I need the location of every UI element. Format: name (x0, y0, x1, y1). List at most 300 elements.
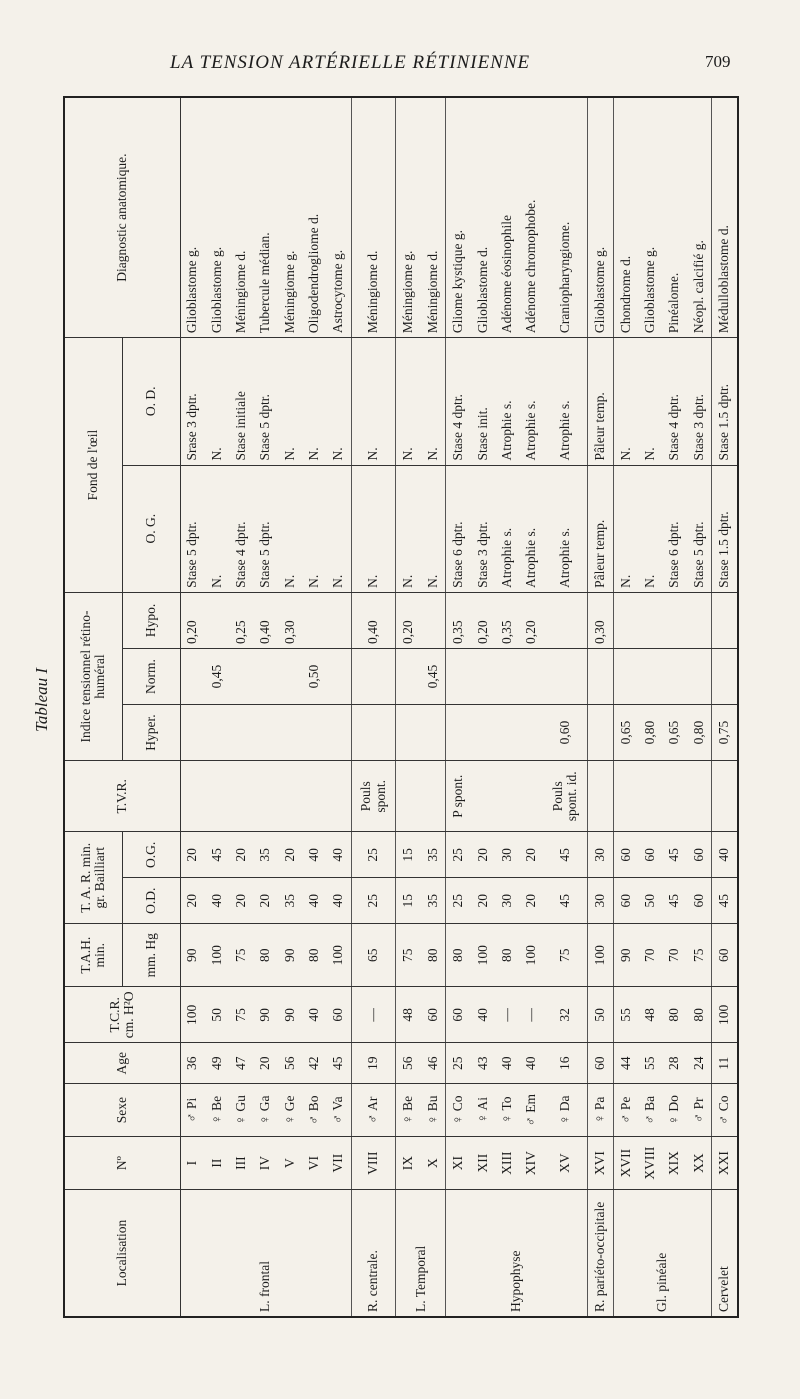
table-cell: 15 (396, 832, 421, 878)
header-age: Age (64, 1043, 180, 1084)
table-cell (205, 592, 229, 648)
header-sexe: Sexe (64, 1084, 180, 1137)
table-cell (326, 705, 351, 761)
table-cell (471, 761, 495, 832)
table-row (302, 97, 326, 1317)
table-cell: Stase init. (471, 338, 495, 465)
table-cell: 100 (471, 924, 495, 987)
table-cell: 45 (662, 832, 686, 878)
table-cell: 0,25 (229, 592, 253, 648)
table-row (278, 97, 302, 1317)
table-cell (638, 761, 662, 832)
table-cell: II (205, 1137, 229, 1190)
table-cell: 60 (446, 987, 471, 1043)
table-row (495, 97, 519, 1317)
table-cell: N. (205, 465, 229, 592)
table-row (613, 97, 638, 1317)
table-cell: 20 (254, 1043, 278, 1084)
table-cell: III (229, 1137, 253, 1190)
table-cell: ♀ Ge (278, 1084, 302, 1137)
table-cell: Stase 5 dptr. (254, 465, 278, 592)
table-cell: 25 (351, 878, 396, 924)
table-cell: 75 (687, 924, 712, 987)
table-cell: 48 (396, 987, 421, 1043)
header-tar-od: O.D. (122, 878, 180, 924)
table-cell (278, 705, 302, 761)
table-cell: 90 (278, 924, 302, 987)
table-cell (326, 761, 351, 832)
table-cell: 0,80 (638, 705, 662, 761)
table-cell: 40 (712, 832, 738, 878)
table-row (446, 97, 471, 1317)
table-cell: ♂ Bo (302, 1084, 326, 1137)
table-cell: ♀ Bu (421, 1084, 446, 1137)
table-cell (687, 649, 712, 705)
table-cell: 20 (278, 832, 302, 878)
table-cell: Pâleur temp. (588, 338, 614, 465)
table-cell: 65 (351, 924, 396, 987)
table-cell: Stase 3 dptr. (471, 465, 495, 592)
table-cell: XVI (588, 1137, 614, 1190)
table-cell: Atrophie s. (519, 338, 543, 465)
table-cell: 90 (254, 987, 278, 1043)
table-cell: ♀ Do (662, 1084, 686, 1137)
table-cell: 0,40 (351, 592, 396, 648)
page-number: 709 (705, 52, 731, 71)
table-cell (662, 649, 686, 705)
table-cell: 45 (544, 878, 588, 924)
table-cell: ♀ Ga (254, 1084, 278, 1137)
table-cell: 50 (205, 987, 229, 1043)
table-cell: 25 (446, 1043, 471, 1084)
table-cell: VII (326, 1137, 351, 1190)
table-cell: 56 (278, 1043, 302, 1084)
table-cell: Pouls spont. id. (544, 761, 588, 832)
table-cell (421, 592, 446, 648)
table-cell: Stase 1.5 dptr. (712, 338, 738, 465)
table-cell: 45 (205, 832, 229, 878)
table-cell: 100 (519, 924, 543, 987)
table-cell: 100 (588, 924, 614, 987)
table-cell: Pouls spont. (351, 761, 396, 832)
table-cell: 40 (326, 832, 351, 878)
table-cell: 40 (302, 832, 326, 878)
table-cell (278, 649, 302, 705)
table-cell: ♀ To (495, 1084, 519, 1137)
table-cell (662, 761, 686, 832)
table-cell: 60 (421, 987, 446, 1043)
table-cell: 40 (519, 1043, 543, 1084)
table-cell: 80 (687, 987, 712, 1043)
header-hyper: Hyper. (122, 705, 180, 761)
table-cell: 47 (229, 1043, 253, 1084)
table-cell (396, 649, 421, 705)
table-cell: N. (205, 338, 229, 465)
table-cell (446, 649, 471, 705)
table-cell (519, 761, 543, 832)
running-title: LA TENSION ARTÉRIELLE RÉTINIENNE (170, 52, 531, 73)
table-cell: 100 (205, 924, 229, 987)
table-cell: ♂ Va (326, 1084, 351, 1137)
table-row (326, 97, 351, 1317)
table-cell: 20 (180, 832, 205, 878)
table-cell: Stase 4 dptr. (446, 338, 471, 465)
table-cell: 20 (519, 832, 543, 878)
table-cell: XVIII (638, 1137, 662, 1190)
table-cell: 25 (446, 832, 471, 878)
table-cell: 90 (613, 924, 638, 987)
table-cell: X (421, 1137, 446, 1190)
table-cell: — (351, 987, 396, 1043)
table-cell: 0,65 (662, 705, 686, 761)
table-cell: Stase 5 dptr. (687, 465, 712, 592)
table-cell: N. (326, 465, 351, 592)
table-cell: 46 (421, 1043, 446, 1084)
table-cell (205, 761, 229, 832)
table-cell: Néopl. calcifié g. (687, 97, 712, 338)
table-cell: 80 (254, 924, 278, 987)
table-cell: IX (396, 1137, 421, 1190)
table-cell: 0,35 (446, 592, 471, 648)
table-cell: ♀ Be (205, 1084, 229, 1137)
table-cell: 20 (254, 878, 278, 924)
table-row (229, 97, 253, 1317)
header-norm: Norm. (122, 649, 180, 705)
table-body (180, 97, 738, 1317)
table-cell: Craniopharyngiome. (544, 97, 588, 338)
table-cell (180, 761, 205, 832)
table-cell: 50 (588, 987, 614, 1043)
table-cell: 20 (471, 878, 495, 924)
table-cell (326, 592, 351, 648)
table-cell (180, 649, 205, 705)
running-head (0, 50, 800, 76)
localisation-cell: R. centrale. (351, 1190, 396, 1317)
table-cell: XII (471, 1137, 495, 1190)
table-cell: Stase initiale (229, 338, 253, 465)
table-cell (254, 649, 278, 705)
table-cell: Méningiome d. (421, 97, 446, 338)
table-cell: N. (396, 465, 421, 592)
table-cell: Chondrome d. (613, 97, 638, 338)
table-cell: 35 (421, 878, 446, 924)
table-cell: ♂ Co (712, 1084, 738, 1137)
table-cell: Gliome kystique g. (446, 97, 471, 338)
table-cell: 0,80 (687, 705, 712, 761)
localisation-cell: Hypophyse (446, 1190, 588, 1317)
table-cell: 40 (326, 878, 351, 924)
table-cell (471, 705, 495, 761)
table-cell: IV (254, 1137, 278, 1190)
table-cell: 0,75 (712, 705, 738, 761)
table-cell (588, 761, 614, 832)
table-cell: Pinéalome. (662, 97, 686, 338)
table-cell: N. (302, 338, 326, 465)
table-cell: 70 (662, 924, 686, 987)
table-cell: 60 (613, 878, 638, 924)
table-cell: 45 (712, 878, 738, 924)
table-cell: 0,65 (613, 705, 638, 761)
header-tar-og: O.G. (122, 832, 180, 878)
table-cell (519, 705, 543, 761)
table-cell: 40 (205, 878, 229, 924)
table-cell: 75 (544, 924, 588, 987)
table-cell: Stase 6 dptr. (662, 465, 686, 592)
table-cell (351, 649, 396, 705)
table-cell: 49 (205, 1043, 229, 1084)
table-cell: N. (613, 338, 638, 465)
table-cell: 75 (229, 924, 253, 987)
table-cell (302, 761, 326, 832)
table-cell (229, 761, 253, 832)
table-cell: 48 (638, 987, 662, 1043)
table-cell: 0,45 (205, 649, 229, 705)
table-cell: 32 (544, 987, 588, 1043)
table-cell: 30 (588, 878, 614, 924)
table-cell: 80 (446, 924, 471, 987)
table-cell: 60 (712, 924, 738, 987)
table-cell (302, 592, 326, 648)
localisation-cell: Cervelet (712, 1190, 738, 1317)
table-cell: 0,35 (495, 592, 519, 648)
table-cell: Tubercule médian. (254, 97, 278, 338)
header-diagnostic: Diagnostic anatomique. (64, 97, 180, 338)
table-cell: XI (446, 1137, 471, 1190)
table-cell: 44 (613, 1043, 638, 1084)
table-cell: 60 (326, 987, 351, 1043)
table-cell: Stase 4 dptr. (662, 338, 686, 465)
table-cell: ♀ Ai (471, 1084, 495, 1137)
table-cell: N. (351, 338, 396, 465)
table-row (638, 97, 662, 1317)
table-cell: 11 (712, 1043, 738, 1084)
table-cell: 100 (180, 987, 205, 1043)
table-cell (396, 705, 421, 761)
table-cell: Méningiome d. (229, 97, 253, 338)
table-cell (254, 761, 278, 832)
table-cell: Stase 3 dptr. (687, 338, 712, 465)
table-cell: 45 (326, 1043, 351, 1084)
table-cell (351, 705, 396, 761)
table-cell (613, 761, 638, 832)
table-cell: 20 (180, 878, 205, 924)
table-cell: 20 (229, 832, 253, 878)
table-cell (471, 649, 495, 705)
data-table (63, 96, 739, 1318)
table-cell: 15 (396, 878, 421, 924)
table-cell: XV (544, 1137, 588, 1190)
table-cell: Astrocytome g. (326, 97, 351, 338)
table-cell (712, 761, 738, 832)
table-cell (254, 705, 278, 761)
table-cell: Oligodendrogliome d. (302, 97, 326, 338)
table-cell: VIII (351, 1137, 396, 1190)
header-no: Nº (64, 1137, 180, 1190)
localisation-cell: Gl. pinéale (613, 1190, 711, 1317)
table-cell: 40 (471, 987, 495, 1043)
table-cell: 25 (351, 832, 396, 878)
table-cell (588, 649, 614, 705)
table-cell: V (278, 1137, 302, 1190)
table-cell: Atrophie s. (495, 338, 519, 465)
table-cell: 70 (638, 924, 662, 987)
table-row (351, 97, 396, 1317)
table-cell: Stase 4 dptr. (229, 465, 253, 592)
table-row (712, 97, 738, 1317)
header-tar: T. A. R. min. gr. Bailliart (64, 832, 122, 924)
table-cell: ♂ Pr (687, 1084, 712, 1137)
table-cell: XIX (662, 1137, 686, 1190)
table-cell: Stase 5 dptr. (180, 465, 205, 592)
table-cell: 60 (613, 832, 638, 878)
table-row (519, 97, 543, 1317)
table-cell (544, 649, 588, 705)
table-cell: 30 (588, 832, 614, 878)
table-row (254, 97, 278, 1317)
localisation-cell: L. Temporal (396, 1190, 446, 1317)
table-cell: 80 (495, 924, 519, 987)
table-cell: 35 (254, 832, 278, 878)
table-cell: 0,20 (471, 592, 495, 648)
table-cell: Glioblastome g. (205, 97, 229, 338)
table-cell: Glioblastome g. (638, 97, 662, 338)
table-cell: 0,60 (544, 705, 588, 761)
table-cell (638, 592, 662, 648)
table-cell: 60 (687, 878, 712, 924)
table-cell: N. (421, 338, 446, 465)
table-cell: 90 (180, 924, 205, 987)
header-indice: Indice tensionnel rétino-huméral (64, 592, 122, 760)
table-cell: ♀ Pa (588, 1084, 614, 1137)
table-cell: N. (638, 338, 662, 465)
table-cell: ♀ Da (544, 1084, 588, 1137)
table-cell: 55 (613, 987, 638, 1043)
table-cell: 30 (495, 878, 519, 924)
table-cell: Glioblastome g. (588, 97, 614, 338)
table-cell: 0,50 (302, 649, 326, 705)
table-cell (495, 705, 519, 761)
table-cell: 75 (229, 987, 253, 1043)
table-cell (687, 592, 712, 648)
table-cell: ♀ Be (396, 1084, 421, 1137)
table-cell: N. (302, 465, 326, 592)
header-tvr: T.V.R. (64, 761, 180, 832)
table-cell: Atrophie s. (519, 465, 543, 592)
table-cell (278, 761, 302, 832)
table-cell: Glioblastome d. (471, 97, 495, 338)
table-cell: 30 (495, 832, 519, 878)
table-row (687, 97, 712, 1317)
header-hypo: Hypo. (122, 592, 180, 648)
table-cell: 100 (712, 987, 738, 1043)
table-cell: 50 (638, 878, 662, 924)
table-row (662, 97, 686, 1317)
table-cell: 40 (495, 1043, 519, 1084)
table-cell: Médulloblastome d. (712, 97, 738, 338)
table-cell: 40 (302, 878, 326, 924)
table-cell: 24 (687, 1043, 712, 1084)
table-cell (613, 649, 638, 705)
table-cell (421, 761, 446, 832)
table-cell: Adénome éosinophile (495, 97, 519, 338)
localisation-cell: L. frontal (180, 1190, 351, 1317)
table-cell: N. (638, 465, 662, 592)
table-cell: XIV (519, 1137, 543, 1190)
table-cell: 90 (278, 987, 302, 1043)
table-cell: VI (302, 1137, 326, 1190)
header-fond-og: O. G. (122, 465, 180, 592)
table-cell (396, 761, 421, 832)
table-cell: I (180, 1137, 205, 1190)
table-cell: Adénome chromophobe. (519, 97, 543, 338)
header-fond: Fond de l'œil (64, 338, 122, 593)
table-cell: ♀ Gu (229, 1084, 253, 1137)
table-cell (302, 705, 326, 761)
table-cell (712, 649, 738, 705)
table-cell (205, 705, 229, 761)
table-cell: Srase 3 dptr. (180, 338, 205, 465)
table-cell: 100 (326, 924, 351, 987)
table-row (421, 97, 446, 1317)
table-cell: XVII (613, 1137, 638, 1190)
table-cell: Glioblastome g. (180, 97, 205, 338)
table-cell: Stase 6 dptr. (446, 465, 471, 592)
table-cell: 60 (638, 832, 662, 878)
table-cell (687, 761, 712, 832)
table-cell: 0,20 (396, 592, 421, 648)
table-cell (712, 592, 738, 648)
table-cell: — (519, 987, 543, 1043)
table-cell: XIII (495, 1137, 519, 1190)
table-cell: Atrophie s. (495, 465, 519, 592)
table-cell: N. (278, 465, 302, 592)
table-cell: 35 (421, 832, 446, 878)
table-cell (326, 649, 351, 705)
table-cell: 28 (662, 1043, 686, 1084)
table-cell: Pâleur temp. (588, 465, 614, 592)
table-cell: ♂ Ar (351, 1084, 396, 1137)
table-row (396, 97, 421, 1317)
table-cell: 35 (278, 878, 302, 924)
table-cell: 0,20 (519, 592, 543, 648)
table-cell: 20 (471, 832, 495, 878)
table-row (205, 97, 229, 1317)
table-cell: 45 (662, 878, 686, 924)
header-fond-od: O. D. (122, 338, 180, 465)
table-cell: 19 (351, 1043, 396, 1084)
table-cell: ♂ Ba (638, 1084, 662, 1137)
table-cell: ♂ Em (519, 1084, 543, 1137)
table-row (471, 97, 495, 1317)
table-cell: — (495, 987, 519, 1043)
table-cell: Méningiome g. (278, 97, 302, 338)
table-row (180, 97, 205, 1317)
table-cell: 16 (544, 1043, 588, 1084)
table-cell: ♀ Co (446, 1084, 471, 1137)
table-cell: ♂ Pe (613, 1084, 638, 1137)
table-cell (421, 705, 446, 761)
table-cell: 60 (588, 1043, 614, 1084)
table-cell: 45 (544, 832, 588, 878)
table-cell: XX (687, 1137, 712, 1190)
table-cell: 25 (446, 878, 471, 924)
table-cell: Stase 5 dptr. (254, 338, 278, 465)
table-caption: Tableau I (32, 667, 51, 733)
table-cell: 75 (396, 924, 421, 987)
header-localisation: Localisation (64, 1190, 180, 1317)
header-tcr: T.C.R. cm. H²O (64, 987, 180, 1043)
table-cell: N. (351, 465, 396, 592)
